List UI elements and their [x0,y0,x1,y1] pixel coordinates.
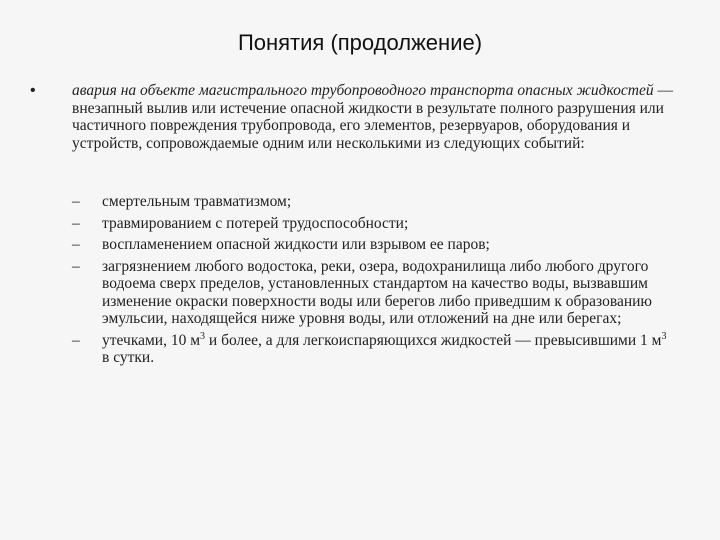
superscript-1: 3 [200,330,206,342]
leak-text-part1: утечками, 10 м [102,331,201,349]
slide-title: Понятия (продолжение) [237,30,483,55]
list-item-text: травмированием с потерей трудоспособности; [102,214,409,232]
superscript-2: 3 [661,330,667,342]
list-item-text-last [102,332,666,367]
dash-marker: – [72,214,80,232]
list-item [72,236,672,254]
definition-text: — внезапный вылив или истечение опасной жидкости в результате полного разрушения или частичного повреждения трубопровода, его элементов, резервуаров, оборудования и устройств, сопровождаемые одним или несколькими из следующих событий: [72,82,673,152]
definition-paragraph [72,82,692,152]
defined-term: авария на объекте магистрального трубопроводного транспорта опасных жидкостей [72,82,654,99]
list-item [72,332,672,367]
list-item-text: загрязнением любого водостока, реки, озера, водохранилища либо любого другого водоема сверх пределов, установленных стандартом на качество воды, вызвавшим изменение окраски поверхности воды или берегов либо приведшим к образованию эмульсии, находящейся ниже уровня воды, или отложений на дне или берегах; [102,257,653,327]
bullet-marker: • [30,82,36,99]
leak-text-part2: и более, а для легкоиспаряющихся жидкостей — превысившими 1 м [205,331,662,349]
dash-marker: – [72,331,80,349]
leak-text-part3: в сутки. [102,349,155,366]
list-item-text: смертельным травматизмом; [102,193,292,210]
list-item-text: воспламенением опасной жидкости или взрывом ее паров; [102,236,490,253]
event-list [72,193,672,371]
list-item [72,193,672,211]
list-item [72,215,672,233]
list-item [72,258,672,328]
dash-marker: – [72,257,80,275]
dash-marker: – [72,236,80,253]
dash-marker: – [72,193,80,210]
